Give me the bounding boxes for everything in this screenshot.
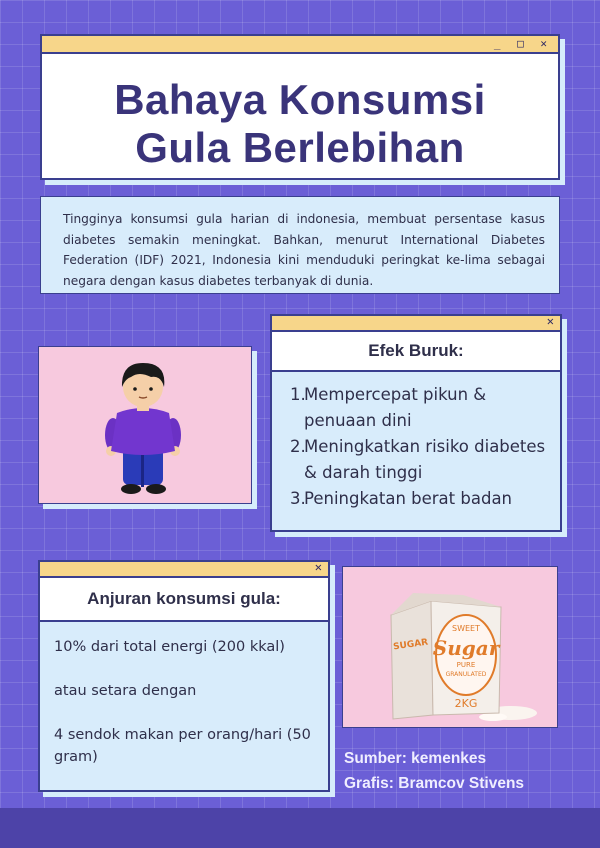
source-credit: Sumber: kemenkes: [344, 750, 487, 767]
effects-list: [272, 372, 560, 512]
page-title: [42, 54, 558, 172]
close-icon[interactable]: ✕: [314, 560, 322, 574]
title-window-titlebar: [42, 36, 558, 54]
effects-heading: Efek Buruk:: [272, 332, 560, 372]
bag-sub2-text: GRANULATED: [445, 671, 487, 678]
sugar-bag-panel: [342, 566, 558, 728]
title-line-1: Bahaya Konsumsi: [114, 76, 486, 123]
bag-sweet-text: SWEET: [452, 624, 480, 633]
list-item: 2. Meningkatkan risiko diabetes & darah tinggi: [290, 437, 546, 482]
title-line-2: Gula Berlebihan: [135, 124, 465, 171]
bag-side-brand-text: SUGAR: [392, 637, 429, 653]
design-credit: Grafis: Bramcov Stivens: [344, 775, 525, 792]
list-item: 1. Mempercepat pikun & penuaan dini: [290, 385, 487, 430]
bag-weight-text: 2KG: [454, 697, 478, 710]
title-window: [40, 34, 560, 180]
advice-titlebar: [40, 562, 328, 578]
child-illustration: [39, 347, 251, 503]
child-illustration-panel: [38, 346, 252, 504]
intro-box: [40, 196, 560, 294]
list-item: 3. Peningkatan berat badan: [290, 489, 513, 508]
bag-sub1-text: PURE: [456, 661, 476, 669]
bag-brand-text: Sugar: [432, 636, 500, 660]
advice-line-3: 4 sendok makan per orang/hari (50 gram): [54, 727, 311, 765]
intro-text: Tingginya konsumsi gula harian di indonesia, membuat persentase kasus diabetes semakin meningkat. Bahkan, menurut International Diabetes Federation (IDF) 2021, Indonesia kini menduduki peringkat ke-lima sebagai negara dengan kasus diabetes terbanyak di dunia.: [63, 212, 545, 288]
effects-window: [270, 314, 562, 532]
advice-line-2: atau setara dengan: [54, 683, 197, 699]
close-icon[interactable]: ✕: [546, 314, 554, 328]
sugar-bag-illustration: [343, 567, 557, 727]
window-controls[interactable]: _ □ ✕: [493, 37, 552, 50]
advice-line-1: 10% dari total energi (200 kkal): [54, 639, 285, 655]
advice-heading: Anjuran konsumsi gula:: [40, 578, 328, 622]
bottom-band: [0, 808, 600, 848]
advice-window: [38, 560, 330, 792]
effects-titlebar: [272, 316, 560, 332]
